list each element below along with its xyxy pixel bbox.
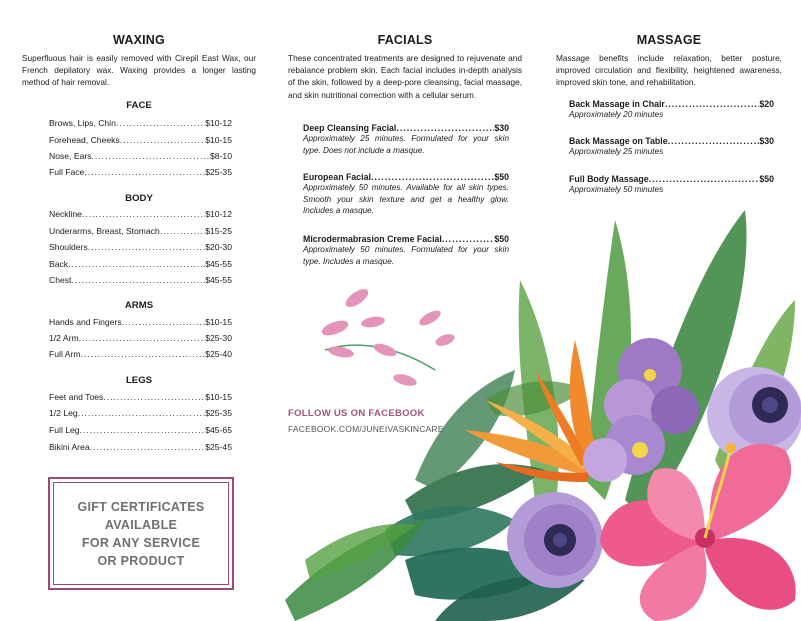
- waxing-intro: Superfluous hair is easily removed with Cirepil East Wax, our French depilatory wax. Waxing provides a longer lasting method of hair removal.: [22, 53, 256, 88]
- section-heading-body: BODY: [125, 193, 153, 204]
- gift-certificate-box: [48, 477, 234, 590]
- facial-name: Microdermabrasion Creme Facial: [303, 234, 442, 244]
- facial-name: European Facial: [303, 172, 371, 182]
- facials-intro: These concentrated treatments are designed to rejuvenate and rebalance problem skin. Each facial includes in-depth analysis of the skin, followed by a deep-pore cleansing, facial massage, and skin nutritional correction with a cellular serum.: [288, 53, 522, 100]
- price-row: Full Face ..... $25-35: [49, 167, 232, 177]
- massage-item: [569, 136, 774, 158]
- price-row: Full Arm ..... $25-40: [49, 349, 232, 359]
- price-row: Full Leg ..... $45-65: [49, 425, 232, 435]
- price-row: 1/2 Leg ..... $25-35: [49, 408, 232, 418]
- price-row: Back ..... $45-55: [49, 259, 232, 269]
- massage-column: [556, 0, 782, 200]
- facebook-url[interactable]: FACEBOOK.COM/JUNEIVASKINCARE: [288, 424, 444, 434]
- facial-price: $50: [494, 234, 509, 244]
- pink-sprig-icon: [320, 286, 456, 388]
- massage-price: $30: [759, 136, 774, 146]
- massage-name: Back Massage in Chair: [569, 99, 665, 109]
- massage-item: [569, 99, 774, 121]
- price-row: Nose, Ears ..... $8-10: [49, 151, 232, 161]
- price-row: Neckline ..... $10-12: [49, 209, 232, 219]
- massage-name: Full Body Massage: [569, 174, 649, 184]
- facial-description: Approximately 50 minutes. Available for all skin types. Smooth your skin texture and get a healthy glow. Includes a masque.: [303, 183, 509, 216]
- price-row: Brows, Lips, Chin ..... $10-12: [49, 118, 232, 128]
- waxing-title: WAXING: [113, 33, 165, 47]
- price-row: Shoulders ..... $20-30: [49, 242, 232, 252]
- massage-item: [569, 174, 774, 196]
- facial-price: $30: [494, 123, 509, 133]
- massage-name: Back Massage on Table: [569, 136, 668, 146]
- price-row: 1/2 Arm ..... $25-30: [49, 333, 232, 343]
- facial-description: Approximately 50 minutes. Formulated for your skin type. Includes a masque.: [303, 245, 509, 266]
- facials-title: FACIALS: [377, 33, 433, 47]
- gift-certificate-text: GIFT CERTIFICATES AVAILABLE FOR ANY SERVICE OR PRODUCT: [77, 499, 205, 568]
- massage-duration: Approximately 20 minutes: [569, 110, 664, 119]
- massage-title: MASSAGE: [636, 33, 702, 47]
- anemone-icon: [507, 492, 603, 588]
- massage-intro: Massage benefits include relaxation, better posture, improved circulation and flexibility, heightened awareness, improved skin tone, and rehabilitation.: [556, 53, 782, 88]
- facial-description: Approximately 25 minutes. Formulated for your skin type. Does not include a masque.: [303, 134, 509, 155]
- price-row: Underarms, Breast, Stomach ..... $15-25: [49, 226, 232, 236]
- price-row: Chest ..... $45-55: [49, 275, 232, 285]
- massage-duration: Approximately 50 minutes: [569, 185, 664, 194]
- section-heading-arms: ARMS: [124, 300, 154, 311]
- massage-price: $20: [759, 99, 774, 109]
- section-heading-face: FACE: [126, 100, 152, 111]
- price-row: Feet and Toes ..... $10-15: [49, 392, 232, 402]
- massage-duration: Approximately 25 minutes: [569, 147, 664, 156]
- massage-price: $50: [759, 174, 774, 184]
- price-row: Hands and Fingers ..... $10-15: [49, 317, 232, 327]
- gift-certificate-inner-border: [53, 482, 229, 585]
- facial-name: Deep Cleansing Facial: [303, 123, 397, 133]
- facial-item: [303, 123, 509, 156]
- price-row: Bikini Area ..... $25-45: [49, 442, 232, 452]
- section-heading-legs: LEGS: [125, 375, 153, 386]
- follow-facebook-label: FOLLOW US ON FACEBOOK: [288, 408, 425, 419]
- price-row: Forehead, Cheeks ..... $10-15: [49, 135, 232, 145]
- facial-price: $50: [494, 172, 509, 182]
